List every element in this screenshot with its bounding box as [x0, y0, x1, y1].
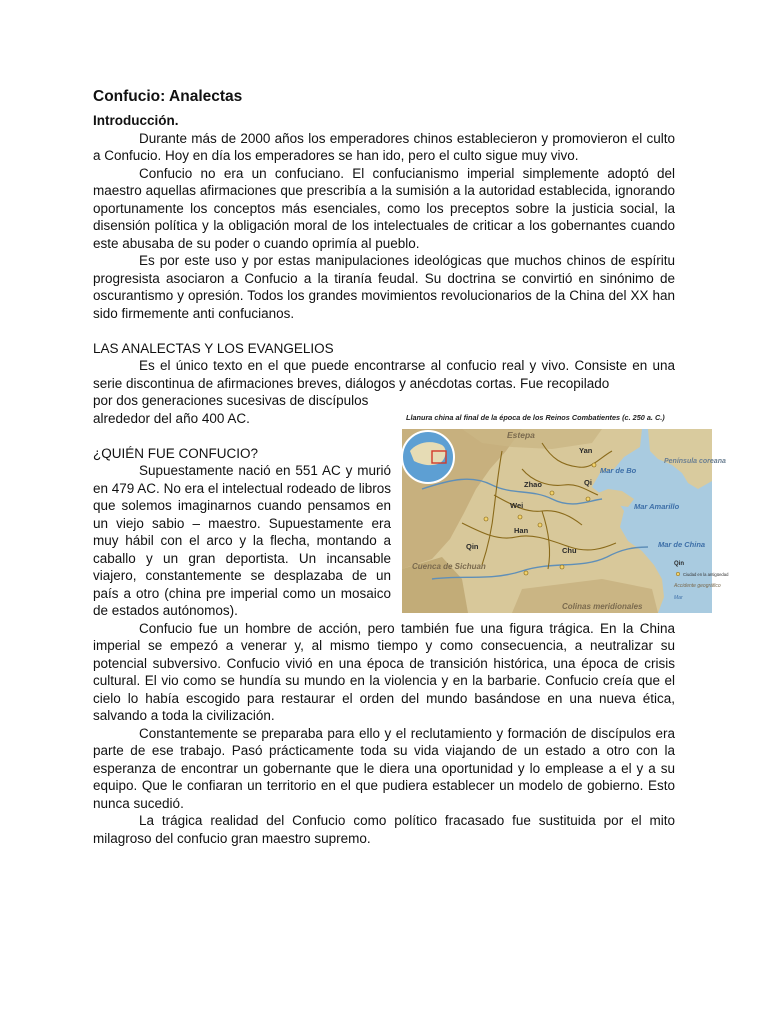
label-chu: Chu	[562, 546, 577, 555]
label-sichuan: Cuenca de Sichuan	[412, 562, 486, 571]
city-marker	[560, 565, 564, 569]
intro-paragraph-3: Es por este uso y por estas manipulaciones ideológicas que muchos chinos de espíritu progresista asociaron a Confucio a la tiranía feudal. Su doctrina se convirtió en sinónimo de oscurantismo y opresión. Todos los grandes movimientos revolucionarios de la China del XX han sido firmemente anti confucianos.	[93, 253, 675, 321]
city-marker	[550, 491, 554, 495]
intro-paragraph-2: Confucio no era un confuciano. El confucianismo imperial simplemente adoptó del maestro aquellas afirmaciones que prescribía a la sumisión a la autoridad establecida, ignorando oportunamente los conceptos más esenciales, como los preceptos sobre la justicia social, la disensión política y la obligación moral de los intelectuales de criticar a los gobernantes cuando este abusaba de su poder o cuando oprimía al pueblo.	[93, 165, 675, 251]
quien-paragraph-4: La trágica realidad del Confucio como político fracasado fue sustituida por el mito milagroso del confucio gran maestro supremo.	[93, 813, 675, 846]
map-caption: Llanura china al final de la época de los Reinos Combatientes (c. 250 a. C.)	[406, 413, 665, 422]
city-marker	[524, 571, 528, 575]
legend-mar: Mar	[674, 595, 683, 601]
quien-paragraph-2: Confucio fue un hombre de acción, pero también fue una figura trágica. En la China imperial se empezó a venerar y, al mismo tiempo y como consecuencia, a neutralizar su potencial subversivo. Confucio vivió en una época de transición histórica, una época de crisis cultural. El vio como se hundía su mundo en la violencia y en la barbarie. Confucio creía que el cielo lo había escogido para restaurar el orden del mundo basándose en una nueva ética, salvando a toda la civilización.	[93, 620, 675, 723]
label-estepa: Estepa	[507, 430, 535, 440]
map-figure	[402, 413, 729, 613]
analectas-paragraph-cont-1: por dos generaciones sucesivas de discípulos	[93, 393, 369, 408]
label-mar-amarillo: Mar Amarillo	[634, 502, 680, 511]
city-marker	[538, 523, 542, 527]
label-peninsula: Península coreana	[664, 458, 726, 465]
quien-heading: ¿QUIÉN FUE CONFUCIO?	[93, 445, 259, 461]
intro-paragraph-1: Durante más de 2000 años los emperadores chinos establecieron y promovieron el culto a Confucio. Hoy en día los emperadores se han ido, pero el culto sigue muy vivo.	[93, 130, 675, 163]
label-han: Han	[514, 526, 529, 535]
city-marker	[484, 517, 488, 521]
label-colinas: Colinas meridionales	[562, 602, 643, 611]
quien-paragraph-3: Constantemente se preparaba para ello y el reclutamiento y formación de discípulos era parte de ese trabajo. Pasó prácticamente toda su vida viajando de un estado a otro con la esperanza de encontrar un gobernante que le diera una oportunidad y lo emplease a el y a su equipo. Que le confiaran un territorio en el que pudiera establecer un modelo de gobierno. Esto nunca sucedió.	[93, 725, 675, 811]
quien-paragraph-1: Supuestamente nació en 551 AC y murió en 479 AC. No era el intelectual rodeado de libros que solemos imaginarnos cuando pensamos en un viejo sabio – maestro. Supuestamente era muy hábil con el arco y la flecha, montando a caballo y un gran deportista. Un incansable viajero, constantemente se desplazaba de un país a otro (china pre imperial como un mosaico de estados autónomos).	[93, 463, 391, 618]
document-page	[93, 84, 729, 847]
label-mar-de-bo: Mar de Bo	[600, 466, 637, 475]
legend-accidente: Accidente geográfico	[674, 583, 721, 589]
city-marker	[518, 515, 522, 519]
city-marker	[592, 463, 596, 467]
city-marker	[586, 497, 590, 501]
label-qin: Qin	[466, 542, 479, 551]
label-mar-de-china: Mar de China	[658, 540, 706, 549]
intro-heading: Introducción.	[93, 113, 179, 128]
label-qi: Qi	[584, 478, 592, 487]
legend-qin: Qin	[674, 561, 684, 567]
label-zhao: Zhao	[524, 480, 542, 489]
legend-ciudad: Ciudad en la antigüedad	[683, 572, 729, 577]
analectas-paragraph: Es el único texto en el que puede encontrarse al confucio real y vivo. Consiste en una serie discontinua de afirmaciones breves, diálogos y anécdotas cortas. Fue recopilado	[93, 358, 675, 391]
analectas-paragraph-cont-2: alrededor del año 400 AC.	[93, 410, 250, 426]
analectas-heading: LAS ANALECTAS Y LOS EVANGELIOS	[93, 340, 334, 356]
legend-city-icon	[676, 572, 680, 576]
page-title: Confucio: Analectas	[93, 88, 243, 105]
label-wei: Wei	[510, 501, 524, 510]
label-yan: Yan	[579, 446, 593, 455]
warring-states-map	[402, 429, 729, 613]
